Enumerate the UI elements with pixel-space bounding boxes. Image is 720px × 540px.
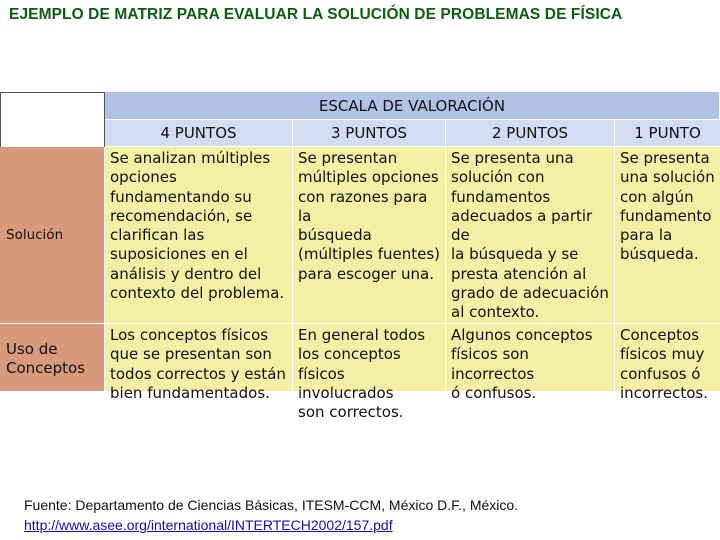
cell-solucion-3: Se presentan múltiples opciones con razones para la búsqueda (múltiples fuentes) para escoger una.: [293, 147, 446, 324]
cell-conceptos-2: Algunos conceptos físicos son incorrectos ó confusos.: [446, 324, 615, 392]
cell-solucion-2: Se presenta una solución con fundamentos adecuados a partir de la búsqueda y se presta atención al grado de adecuación al contexto.: [446, 147, 615, 324]
cell-solucion-4: Se analizan múltiples opciones fundamentando su recomendación, se clarifican las suposiciones en el análisis y dentro del contexto del problema.: [105, 147, 293, 324]
cell-solucion-1: Se presenta una solución con algún fundamento para la búsqueda.: [615, 147, 720, 324]
scale-header: ESCALA DE VALORACIÓN: [105, 92, 720, 120]
table-corner-blank: [0, 92, 105, 147]
row-header-uso-de-conceptos: Uso de Conceptos: [0, 324, 105, 392]
row-header-solucion: Solución: [0, 147, 105, 324]
source-link[interactable]: http://www.asee.org/international/INTERTECH2002/157.pdf: [24, 517, 393, 533]
source-text: Fuente: Departamento de Ciencias Básicas, ITESM-CCM, México D.F., México.: [24, 497, 519, 513]
rubric-table: [0, 92, 720, 422]
page-title: EJEMPLO DE MATRIZ PARA EVALUAR LA SOLUCIÓN DE PROBLEMAS DE FÍSICA: [9, 6, 623, 23]
column-header-3-points: 3 PUNTOS: [293, 120, 446, 147]
column-header-4-points: 4 PUNTOS: [105, 120, 293, 147]
cell-conceptos-3: En general todos los conceptos físicos involucrados son correctos.: [293, 324, 446, 392]
column-header-1-point: 1 PUNTO: [615, 120, 720, 147]
cell-conceptos-4: Los conceptos físicos que se presentan son todos correctos y están bien fundamentados.: [105, 324, 293, 392]
source-footer: [24, 495, 714, 535]
cell-conceptos-1: Conceptos físicos muy confusos ó incorrectos.: [615, 324, 720, 392]
column-header-2-points: 2 PUNTOS: [446, 120, 615, 147]
